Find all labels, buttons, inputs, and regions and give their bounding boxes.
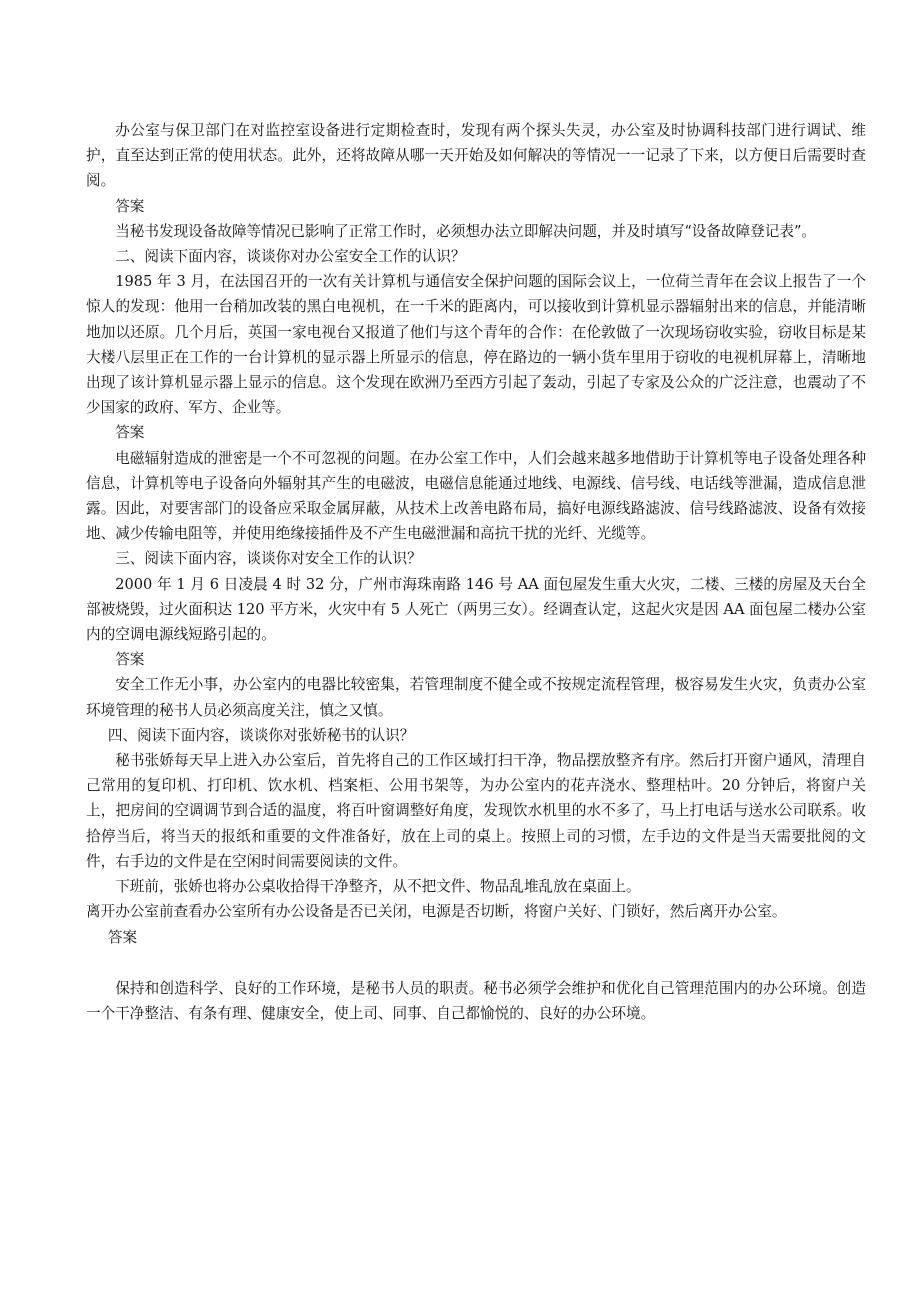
answer-label-1: 答案 bbox=[115, 197, 145, 215]
paragraph-leaving-office: 离开办公室前查看办公室所有办公设备是否已关闭，电源是否切断，将窗户关好、门锁好，然后离开办公室。 bbox=[86, 903, 787, 921]
paragraph-secretary-case: 秘书张娇每天早上进入办公室后，首先将自己的工作区域打扫干净，物品摆放整齐有序。然后打开窗户通风，清理自己常用的复印机、打印机、饮水机、档案柜、公用书架等，为办公室内的花卉浇水、整理枯叶。20 分钟后，将窗户关上，把房间的空调调节到合适的温度，将百叶窗调整好角度，发现饮水机里的水不多了，马上打电话与送水公司联系。收拾停当后，将当天的报纸和重要的文件准备好，放在上司的桌上。按照上司的习惯，左手边的文件是当天需要批阅的文件，右手边的文件是在空闲时间需要阅读的文件。 bbox=[86, 752, 866, 870]
answer-3: 安全工作无小事，办公室内的电器比较密集，若管理制度不健全或不按规定流程管理，极容易发生火灾，负责办公室环境管理的秘书人员必须高度关注，慎之又慎。 bbox=[86, 676, 866, 719]
question-3: 三、阅读下面内容，谈谈你对安全工作的认识？ bbox=[115, 550, 422, 568]
question-4: 四、阅读下面内容，谈谈你对张娇秘书的认识？ bbox=[107, 726, 415, 744]
answer-1: 当秘书发现设备故障等情况已影响了正常工作时，必须想办法立即解决问题，并及时填写“设备故障登记表”。 bbox=[115, 222, 817, 240]
paragraph-monitor-case: 办公室与保卫部门在对监控室设备进行定期检查时，发现有两个探头失灵，办公室及时协调科技部门进行调试、维护，直至达到正常的使用状态。此外，还将故障从哪一天开始及如何解决的等情况一一记录了下来，以方便日后需要时查阅。 bbox=[86, 122, 866, 190]
answer-label-2: 答案 bbox=[115, 424, 145, 442]
paragraph-after-work: 下班前，张娇也将办公桌收拾得干净整齐，从不把文件、物品乱堆乱放在桌面上。 bbox=[115, 878, 641, 896]
answer-label-4: 答案 bbox=[107, 928, 138, 946]
document-body bbox=[86, 118, 866, 1026]
paragraph-fire-case: 2000 年 1 月 6 日凌晨 4 时 32 分，广州市海珠南路 146 号 AA 面包屋发生重大火灾，二楼、三楼的房屋及天台全部被烧毁，过火面积达 120 平方米，火灾中有 5 人死亡（两男三女）。经调查认定，这起火灾是因 AA 面包屋二楼办公室内的空调电源线短路引起的。 bbox=[86, 575, 866, 644]
blank-gap bbox=[86, 950, 866, 976]
answer-2: 电磁辐射造成的泄密是一个不可忽视的问题。在办公室工作中，人们会越来越多地借助于计算机等电子设备处理各种信息，计算机等电子设备向外辐射其产生的电磁波，电磁信息能通过地线、电源线、信号线、电话线等泄漏，造成信息泄露。因此，对要害部门的设备应采取金属屏蔽，从技术上改善电路布局，搞好电源线路滤波、信号线路滤波、设备有效接地、减少传输电阻等，并使用绝缘接插件及不产生电磁泄漏和高抗干扰的光纤、光缆等。 bbox=[86, 449, 866, 543]
question-2: 二、阅读下面内容，谈谈你对办公室安全工作的认识？ bbox=[115, 248, 466, 266]
answer-label-3: 答案 bbox=[115, 651, 145, 669]
paragraph-radiation-case: 1985 年 3 月，在法国召开的一次有关计算机与通信安全保护问题的国际会议上，一位荷兰青年在会议上报告了一个惊人的发现：他用一台稍加改装的黑白电视机，在一千米的距离内，可以接收到计算机显示器辐射出来的信息，并能清晰地加以还原。几个月后，英国一家电视台又报道了他们与这个青年的合作：在伦敦做了一次现场窃收实验，窃收目标是某大楼八层里正在工作的一台计算机的显示器上所显示的信息，停在路边的一辆小货车里用于窃收的电视机屏幕上，清晰地出现了该计算机显示器上显示的信息。这个发现在欧洲乃至西方引起了轰动，引起了专家及公众的广泛注意，也震动了不少国家的政府、军方、企业等。 bbox=[86, 273, 866, 417]
answer-4: 保持和创造科学、良好的工作环境，是秘书人员的职责。秘书必须学会维护和优化自己管理范围内的办公环境。创造一个干净整洁、有条有理、健康安全，使上司、同事、自己都愉悦的、良好的办公环境。 bbox=[86, 979, 866, 1022]
